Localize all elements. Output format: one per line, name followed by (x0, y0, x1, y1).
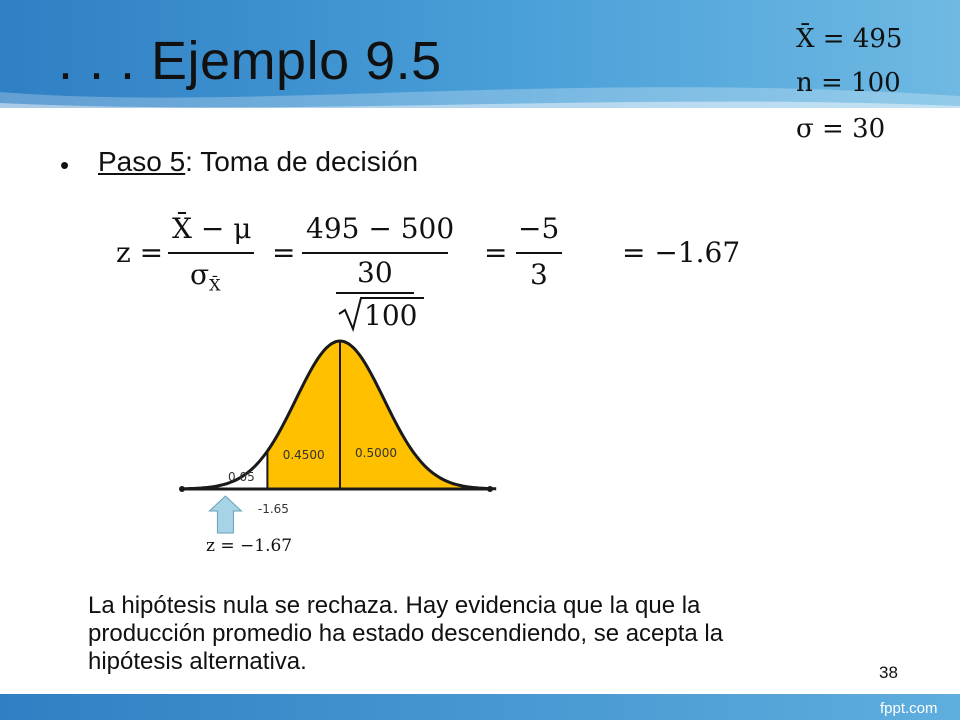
formula-sqrt-radicand: 100 (364, 299, 418, 332)
bullet-dot: • (60, 150, 70, 180)
test-statistic-label: z = −1.67 (206, 536, 293, 556)
formula-frac2-inner-bar (336, 292, 414, 294)
given-sigma: σ = 30 (796, 114, 886, 144)
step-label: Paso 5 (98, 146, 186, 177)
region-label-tail: 0.05 (228, 470, 255, 484)
formula-frac1-denominator (190, 258, 221, 295)
slide-title: . . . Ejemplo 9.5 (58, 31, 442, 91)
formula-frac1-bar (168, 252, 254, 254)
region-label-right: 0.5000 (355, 446, 397, 460)
footer-band (0, 694, 960, 720)
formula-sigma-subscript: X̄ (209, 275, 221, 295)
formula-frac2-inner-numerator: 30 (357, 256, 393, 289)
formula-result: = −1.67 (622, 236, 741, 269)
given-n: n = 100 (796, 68, 901, 98)
given-xbar: X̄ = 495 (796, 24, 903, 54)
formula-sigma: σ (190, 258, 210, 291)
step-heading (98, 146, 418, 178)
formula-frac1-numerator: X̄ − μ (172, 212, 252, 245)
test-statistic-arrow (209, 496, 241, 533)
conclusion-text: La hipótesis nula se rechaza. Hay evidencia que la que la producción promedio ha estado descendiendo, se acepta la hipótesis alternativa. (88, 592, 724, 675)
region-label-middle: 0.4500 (282, 448, 325, 462)
formula-frac2-numerator: 495 − 500 (306, 212, 455, 245)
footer-brand: fppt.com (880, 700, 938, 717)
formula-z-equals: z = (116, 236, 164, 269)
formula-equals-3: = (484, 236, 508, 269)
formula-frac2-bar (302, 252, 448, 254)
formula-frac3-bar (516, 252, 562, 254)
axis-end-right (487, 486, 493, 492)
formula-frac3-denominator: 3 (530, 258, 548, 291)
formula-equals-2: = (272, 236, 296, 269)
formula-frac3-numerator: −5 (518, 212, 560, 245)
step-rest: : Toma de decisión (185, 146, 419, 177)
critical-value-label: -1.65 (257, 502, 289, 516)
shaded-area (267, 341, 496, 489)
page-number: 38 (879, 663, 898, 682)
normal-distribution-chart (176, 334, 498, 534)
axis-end-left (179, 486, 185, 492)
